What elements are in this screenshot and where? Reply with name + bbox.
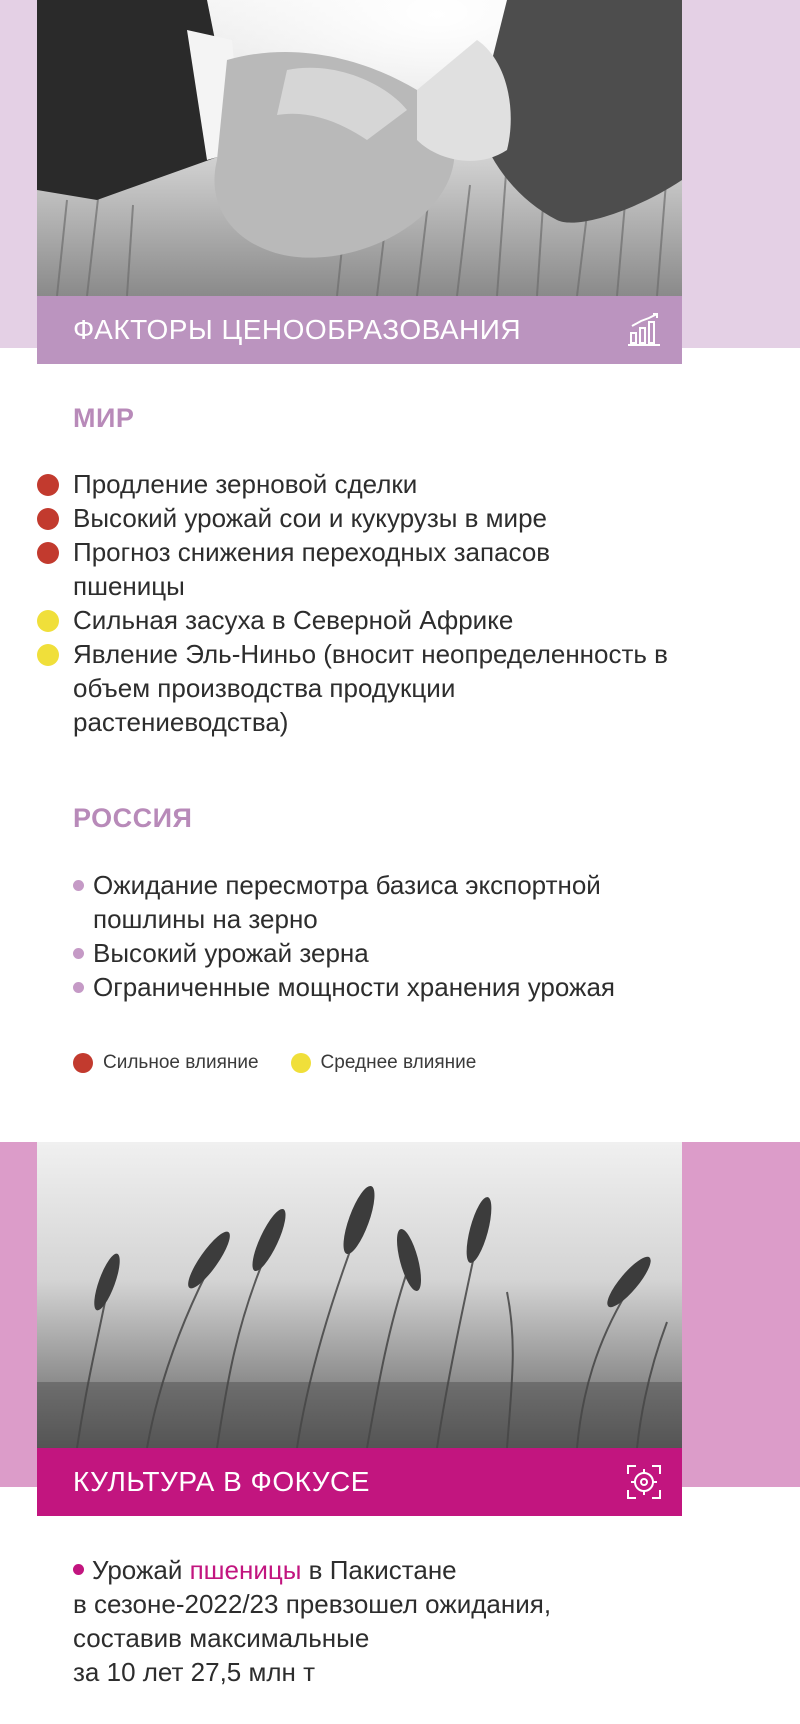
strong-impact-legend-dot <box>73 1053 93 1073</box>
world-section-title: МИР <box>73 403 135 433</box>
crop-focus-title: КУЛЬТУРА В ФОКУСЕ <box>73 1466 370 1497</box>
impact-legend <box>73 1052 476 1074</box>
strong-impact-dot <box>37 542 59 564</box>
world-factor-item: Прогноз снижения переходных запасов пшеницы <box>37 535 757 603</box>
crop-focus-banner <box>37 1448 682 1516</box>
medium-impact-legend-dot <box>291 1053 311 1073</box>
bullet-dot <box>73 982 84 993</box>
focus-line-1: Урожай пшеницы в Пакистане <box>73 1553 713 1587</box>
russia-factor-item: Высокий урожай зерна <box>73 936 773 970</box>
medium-impact-dot <box>37 644 59 666</box>
strong-impact-label: Сильное влияние <box>103 1052 259 1073</box>
handshake-photo <box>37 0 682 296</box>
medium-impact-dot <box>37 610 59 632</box>
strong-impact-dot <box>37 508 59 530</box>
russia-section-title: РОССИЯ <box>73 803 193 833</box>
bullet-dot <box>73 1564 84 1575</box>
bullet-dot <box>73 948 84 959</box>
target-crosshair-icon <box>626 1464 662 1500</box>
highlighted-crop: пшеницы <box>189 1555 302 1585</box>
bullet-dot <box>73 880 84 891</box>
strong-impact-dot <box>37 474 59 496</box>
crop-focus-text <box>73 1553 713 1689</box>
pricing-factors-title: ФАКТОРЫ ЦЕНООБРАЗОВАНИЯ <box>73 314 522 345</box>
world-factor-list <box>37 467 757 739</box>
focus-line-4: за 10 лет 27,5 млн т <box>73 1657 316 1687</box>
focus-line-3: составив максимальные <box>73 1623 370 1653</box>
russia-factor-item: Ожидание пересмотра базиса экспортной пошлины на зерно <box>73 868 773 936</box>
focus-line-2: в сезоне-2022/23 превзошел ожидания, <box>73 1589 552 1619</box>
bar-chart-growth-icon <box>626 312 662 348</box>
world-factor-item: Сильная засуха в Северной Африке <box>37 603 757 637</box>
world-factor-item: Продление зерновой сделки <box>37 467 757 501</box>
russia-factor-item: Ограниченные мощности хранения урожая <box>73 970 773 1004</box>
world-factor-item: Высокий урожай сои и кукурузы в мире <box>37 501 757 535</box>
russia-factor-list <box>73 868 773 1004</box>
medium-impact-label: Среднее влияние <box>320 1052 477 1073</box>
pricing-factors-banner <box>37 296 682 364</box>
wheat-field-photo <box>37 1142 682 1448</box>
world-factor-item: Явление Эль-Ниньо (вносит неопределенность в объем производства продукции растениеводства) <box>37 637 757 739</box>
